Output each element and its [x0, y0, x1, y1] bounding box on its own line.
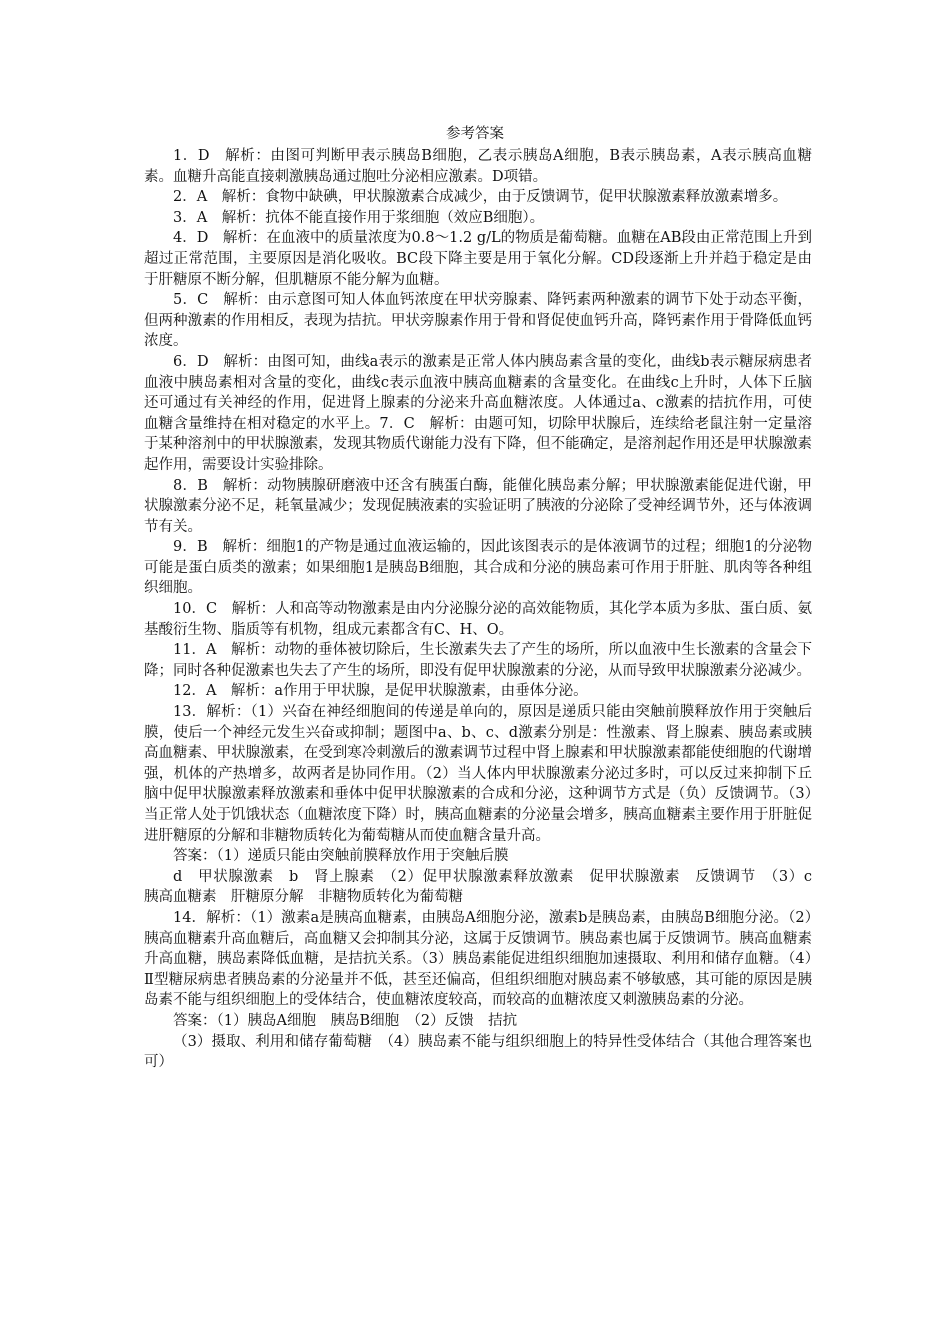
- answer-paragraph-9: 9．B 解析：细胞1的产物是通过血液运输的，因此该图表示的是体液调节的过程；细胞1的分泌物可能是蛋白质类的激素；如果细胞1是胰岛B细胞，其合成和分泌的胰岛素可作用于肝脏、肌肉等各种组织细胞。: [144, 539, 812, 597]
- answer-paragraph-2: 2．A 解析：食物中缺碘，甲状腺激素合成减少，由于反馈调节，促甲状腺激素释放激素增多。: [173, 189, 788, 206]
- answer-paragraph-3: 3．A 解析：抗体不能直接作用于浆细胞（效应B细胞）。: [173, 209, 545, 226]
- answer-paragraph-1: 1．D 解析：由图可判断甲表示胰岛B细胞，乙表示胰岛A细胞，B表示胰岛素，A表示胰高血糖素。血糖升高能直接刺激胰岛通过胞吐分泌相应激素。D项错。: [144, 148, 812, 185]
- answer-14-line-2: （3）摄取、利用和储存葡萄糖 （4）胰岛素不能与组织细胞上的特异性受体结合（其他合理答案也可）: [144, 1033, 812, 1071]
- answer-paragraph-12: 12．A 解析：a作用于甲状腺，是促甲状腺激素，由垂体分泌。: [173, 683, 588, 700]
- answer-paragraph-4: 4．D 解析：在血液中的质量浓度为0.8～1.2 g/L的物质是葡萄糖。血糖在AB段由正常范围上升到超过正常范围，主要原因是消化吸收。BC段下降主要是用于氧化分解。CD段逐渐上升并趋于稳定是由于肝糖原不断分解，但肌糖原不能分解为血糖。: [144, 230, 812, 288]
- answer-paragraph-8: 8．B 解析：动物胰腺研磨液中还含有胰蛋白酶，能催化胰岛素分解；甲状腺激素能促进代谢，甲状腺激素分泌不足，耗氧量减少；发现促胰液素的实验证明了胰液的分泌除了受神经调节外，还与体液调节有关。: [144, 477, 812, 535]
- answer-paragraph-13: 13．解析：（1）兴奋在神经细胞间的传递是单向的，原因是递质只能由突触前膜释放作用于突触后膜，使后一个神经元发生兴奋或抑制；题图中a、b、c、d激素分别是：性激素、肾上腺素、胰岛素或胰高血糖素、甲状腺激素，在受到寒冷刺激后的激素调节过程中肾上腺素和甲状腺激素都能使细胞的代谢增强，机体的产热增多，故两者是协同作用。（2）当人体内甲状腺激素分泌过多时，可以反过来抑制下丘脑中促甲状腺激素释放激素和垂体中促甲状腺激素的合成和分泌，这种调节方式是（负）反馈调节。（3）当正常人处于饥饿状态（血糖浓度下降）时，胰高血糖素的分泌量会增多，胰高血糖素主要作用于肝脏促进肝糖原的分解和非糖物质转化为葡萄糖从而使血糖含量升高。: [144, 704, 812, 844]
- page-title: 参考答案: [446, 126, 504, 142]
- answer-paragraph-14: 14．解析：（1）激素a是胰高血糖素，由胰岛A细胞分泌，激素b是胰岛素，由胰岛B细胞分泌。（2）胰高血糖素升高血糖后，高血糖又会抑制其分泌，这属于反馈调节。胰岛素也属于反馈调节。胰高血糖素升高血糖，胰岛素降低血糖，是拮抗关系。（3）胰岛素能促进组织细胞加速摄取、利用和储存血糖。（4）Ⅱ型糖尿病患者胰岛素的分泌量并不低，甚至还偏高，但组织细胞对胰岛素不够敏感，其可能的原因是胰岛素不能与组织细胞上的受体结合，使血糖浓度较高，而较高的血糖浓度又刺激胰岛素的分泌。: [144, 909, 812, 1009]
- answer-13-line-1: 答案：（1）递质只能由突触前膜释放作用于突触后膜: [173, 848, 509, 865]
- answer-paragraph-10: 10．C 解析：人和高等动物激素是由内分泌腺分泌的高效能物质，其化学本质为多肽、蛋白质、氨基酸衍生物、脂质等有机物，组成元素都含有C、H、O。: [144, 601, 812, 638]
- answer-body: [144, 146, 827, 1073]
- answer-14-line-1: 答案：（1）胰岛A细胞 胰岛B细胞 （2）反馈 拮抗: [173, 1012, 518, 1029]
- answer-paragraph-6-7: 6．D 解析：由图可知，曲线a表示的激素是正常人体内胰岛素含量的变化，曲线b表示糖尿病患者血液中胰岛素相对含量的变化，曲线c表示血液中胰高血糖素的含量变化。在曲线c上升时，人体下丘脑还可通过有关神经的作用，促进肾上腺素的分泌来升高血糖浓度。人体通过a、c激素的拮抗作用，可使血糖含量维持在相对稳定的水平上。7．C 解析：由题可知，切除甲状腺后，连续给老鼠注射一定量溶于某种溶剂中的甲状腺激素，发现其物质代谢能力没有下降，但不能确定，是溶剂起作用还是甲状腺激素起作用，需要设计实验排除。: [144, 353, 812, 473]
- answer-paragraph-11: 11．A 解析：动物的垂体被切除后，生长激素失去了产生的场所，所以血液中生长激素的含量会下降；同时各种促激素也失去了产生的场所，即没有促甲状腺激素的分泌，从而导致甲状腺激素分泌减少。: [144, 642, 812, 679]
- answer-13-line-2: d 甲状腺激素 b 肾上腺素 （2）促甲状腺激素释放激素 促甲状腺激素 反馈调节 （3）c 胰高血糖素 肝糖原分解 非糖物质转化为葡萄糖: [144, 868, 827, 906]
- answer-paragraph-5: 5．C 解析：由示意图可知人体血钙浓度在甲状旁腺素、降钙素两种激素的调节下处于动态平衡，但两种激素的作用相反，表现为拮抗。甲状旁腺素作用于骨和肾促使血钙升高，降钙素作用于骨降低血钙浓度。: [144, 292, 812, 350]
